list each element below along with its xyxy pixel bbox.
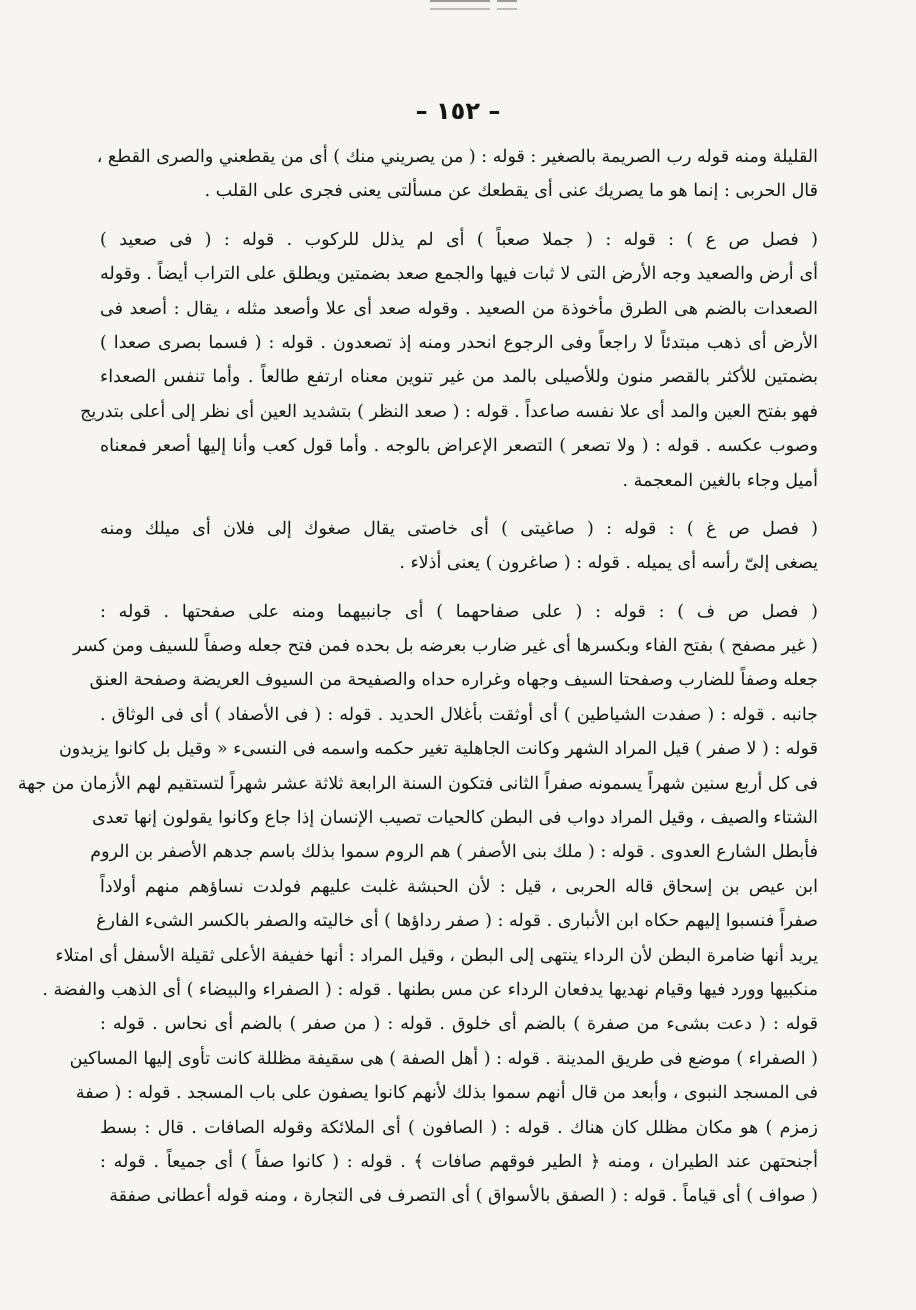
text-line: ( فصل ص ع ) : قوله : ( جملا صعباً ) أى لم يذلل للركوب . قوله : ( فى صعيد ) [100, 229, 818, 250]
text-line: يصغى إلىّ رأسه أى يميله . قوله : ( صاغرون ) يعنى أذلاء . [399, 553, 818, 574]
paragraph [80, 223, 818, 498]
text-line: أميل وجاء بالغين المعجمة . [622, 470, 818, 491]
text-line: وصوب عكسه . قوله : ( ولا تصعر ) التصعر الإعراض بالوجه . وأما قول كعب وأنا إليها أصعر فمعناه [100, 436, 818, 457]
text-line: فأبطل الشارع العدوى . قوله : ( ملك بنى الأصفر ) هم الروم سموا بذلك باسم جدهم الأصفر بن الروم [90, 842, 818, 863]
text-line: القليلة ومنه قوله رب الصريمة بالصغير : قوله : ( من يصريني منك ) أى من يقطعني والصرى القطع ، [96, 147, 818, 167]
text-line: فهو بفتح العين والمد أى علا نفسه صاعداً . قوله : ( صعد النظر ) بتشديد العين أى نظر إلى أعلى بتدريج [80, 401, 818, 422]
top-edge-rule-short [497, 0, 517, 10]
text-line: ( فصل ص ف ) : قوله : ( على صفاحهما ) أى جانبيهما ومنه على صفحتها . قوله : [100, 601, 818, 622]
text-line: ابن عيص بن إسحاق قاله الحربى ، قيل : لأن الحبشة غلبت عليهم فولدت نساؤهم منهم أولاداً [100, 876, 818, 897]
text-line: صفراً فنسبوا إليهم حكاه ابن الأنبارى . قوله : ( صفر رداؤها ) أى خاليته والصفر بالكسر الشىء الفارغ [96, 911, 818, 932]
page-number: – ١٥٢ – [415, 97, 501, 125]
text-line: منكبيها وورد فيها وقيام نهديها يدفعان الرداء عن مس بطنها . قوله : ( الصفراء والبيضاء ) أى الذهب والفضة . [42, 979, 818, 1000]
paragraph-gap [100, 581, 818, 595]
text-line: قوله : ( دعت بشىء من صفرة ) بالضم أى خلوق . قوله : ( من صفر ) بالضم أى نحاس . قوله : [100, 1014, 818, 1035]
top-edge-rule [430, 0, 490, 10]
text-line: فى المسجد النبوى ، وأبعد من قال أنهم سموا بذلك لأنهم كانوا يصفون على باب المسجد . قوله : ( صفة [75, 1083, 818, 1104]
text-line: قوله : ( لا صفر ) قيل المراد الشهر وكانت الجاهلية تغير حكمه واسمه فى النسىء « وقيل بل كانوا يزيدون [58, 739, 818, 760]
paragraph [96, 140, 818, 209]
text-line: قال الحربى : إنما هو ما يصريك عنى أى يقطعك عن مسألتى يعنى فجرى على القلب . [204, 181, 818, 202]
text-line: الشتاء والصيف ، وقيل المراد دواب فى البطن كالحيات تصيب الإنسان إذا جاع وكانوا يقولون إنها تعدى [92, 808, 818, 829]
text-line: ( فصل ص غ ) : قوله : ( صاغيتى ) أى خاصتى يقال صغوك إلى فلان أى ميلك ومنه [100, 518, 818, 539]
text-line: ( صواف ) أى قياماً . قوله : ( الصفق بالأسواق ) أى التصرف فى التجارة ، ومنه قوله أعطانى صفقة [109, 1186, 818, 1207]
text-line: ( الصفراء ) موضع فى طريق المدينة . قوله : ( أهل الصفة ) هى سقيفة مظللة كانت تأوى إليها المساكين [69, 1048, 818, 1069]
text-line: الصعدات بالضم هى الطرق مأخوذة من الصعيد . وقوله صعد أى علا وأصعد مثله ، يقال : أصعد فى [100, 298, 818, 319]
text-line: جانبه . قوله : ( صفدت الشياطين ) أى أوثقت بأغلال الحديد . قوله : ( فى الأصفاد ) أى فى الوثاق . [100, 704, 818, 725]
text-line: يريد أنها ضامرة البطن لأن الرداء ينتهى إلى البطن ، وقيل المراد : أنها خفيفة الأعلى ثقيلة الأسفل أى امتلاء [55, 945, 818, 966]
text-line: أجنحتهن عند الطيران ، ومنه ﴿ الطير فوقهم صافات ﴾ . قوله : ( كانوا صفاً ) أى جميعاً . قوله : [100, 1151, 818, 1172]
paragraph [17, 595, 818, 1214]
paragraph [100, 512, 818, 581]
paragraph-gap [100, 209, 818, 223]
text-line: الأرض أى ذهب مبتدئاً لا راجعاً وفى الرجوع انحدر ومنه إذ تصعدون . قوله : ( فسما بصرى صعدا ) [100, 332, 818, 353]
text-line: جعله وصفاً للضارب وصفحتا السيف وجهاه وغراره حداه والصفيحة من السيوف العريضة وصفحة العنق [89, 670, 818, 691]
text-line: بضمتين للأكثر بالقصر منون وللأصيلى بالمد من غير تنوين معناه ارتفع طالعاً . وأما تنفس الصعداء [100, 367, 818, 388]
text-line: ( غير مصفح ) بفتح الفاء وبكسرها أى غير ضارب بعرضه بل بحده فمن فتح جعله وصفاً للسيف ومن كسر [72, 636, 818, 657]
text-line: زمزم ) هو مكان مظلل كان هناك . قوله : ( الصافون ) أى الملائكة وقوله الصافات . قال : بسط [100, 1117, 818, 1138]
text-block [17, 140, 818, 1214]
text-line: أى أرض والصعيد وجه الأرض التى لا ثبات فيها والجمع صعد بضمتين ويطلق على التراب أيضاً . وقوله [100, 264, 818, 285]
paragraph-gap [100, 498, 818, 512]
text-line: فى كل أربع سنين شهراً يسمونه صفراً الثانى فتكون السنة الرابعة ثلاثة عشر شهراً لتستقيم لهم الأزمان من جهة [17, 773, 818, 794]
